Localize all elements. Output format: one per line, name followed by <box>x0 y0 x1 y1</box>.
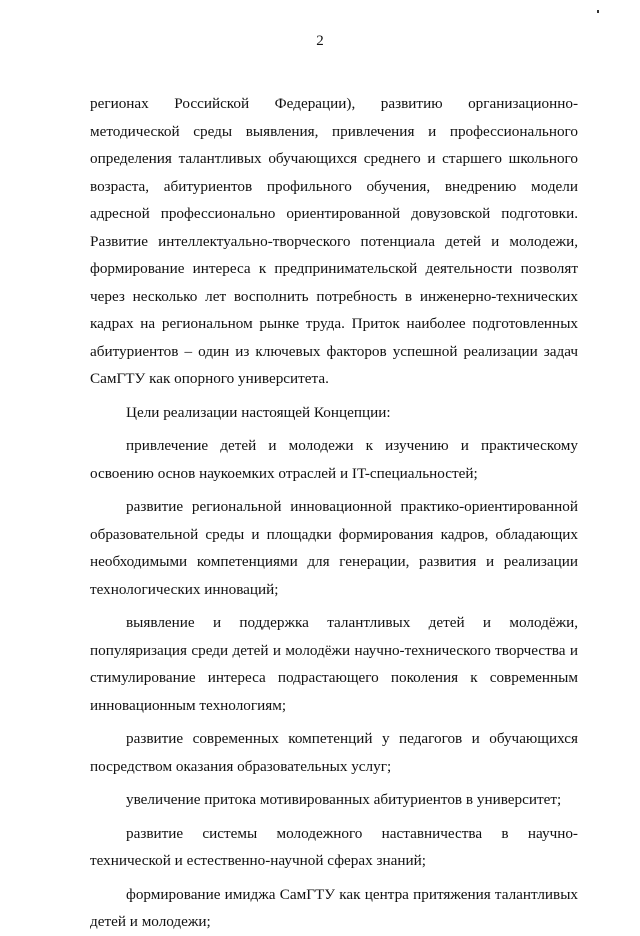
goal-item: развитие современных компетенций у педагогов и обучающихся посредством оказания образовательных услуг; <box>90 730 578 775</box>
page-number: 2 <box>316 33 324 49</box>
goal-item: увеличение притока мотивированных абитуриентов в университет; <box>126 791 562 808</box>
goal-item: развитие системы молодежного наставничества в научно-технической и естественно-научной сферах знаний; <box>90 824 578 869</box>
scan-speck <box>597 10 599 13</box>
paragraph-intro: регионах Российской Федерации), развитию организационно-методической среды выявления, привлечения и профессионального определения талантливых обучающихся среднего и старшего школьного возраста, абитуриентов профильного обучения, внедрению модели адресной профессионально ориентированной довузовской подготовки. Развитие интеллектуально-творческого потенциала детей и молодежи, формирование интереса к предпринимательской деятельности позволят через несколько лет восполнить потребность в инженерно-технических кадрах на региональном рынке труда. Приток наиболее подготовленных абитуриентов – один из ключевых факторов успешной реализации задач СамГТУ как опорного университета. <box>90 95 578 387</box>
goal-item: привлечение детей и молодежи к изучению и практическому освоению основ наукоемких отраслей и IT-специальностей; <box>90 437 578 482</box>
goal-item: формирование имиджа СамГТУ как центра притяжения талантливых детей и молодежи; <box>90 885 578 930</box>
paragraph-goals-heading: Цели реализации настоящей Концепции: <box>126 403 391 421</box>
document-body <box>90 90 578 936</box>
goal-item: развитие региональной инновационной практико-ориентированной образовательной среды и площадки формирования кадров, обладающих необходимыми компетенциями для генерации, развития и реализации технологических инноваций; <box>90 498 578 598</box>
goal-item: выявление и поддержка талантливых детей и молодёжи, популяризация среди детей и молодёжи научно-технического творчества и стимулирование интереса подрастающего поколения к современным инновационным технологиям; <box>90 614 578 714</box>
